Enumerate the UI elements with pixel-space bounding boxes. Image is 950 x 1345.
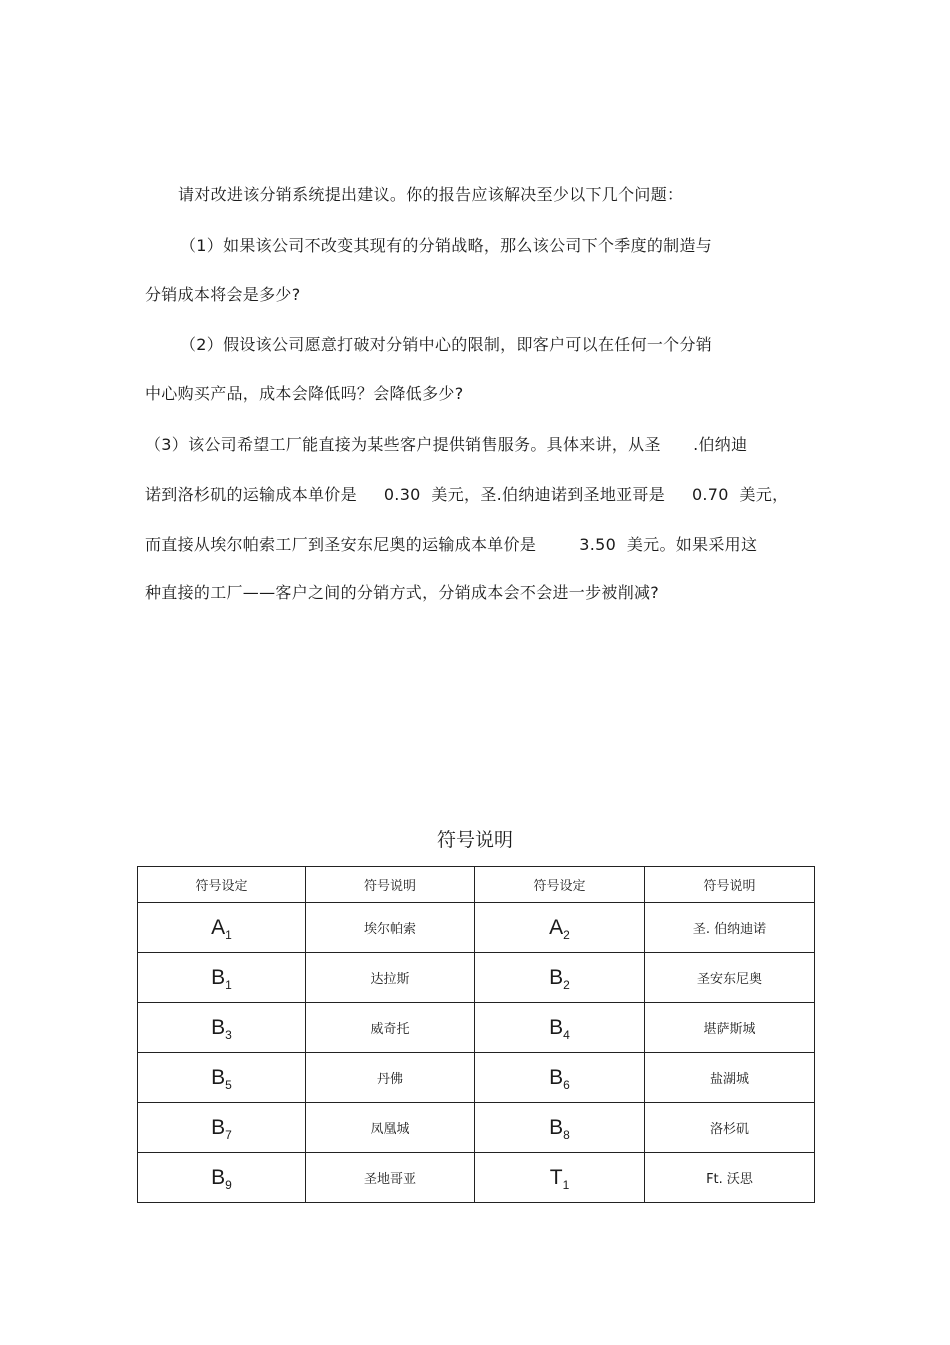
description-cell: 凤凰城	[306, 1103, 475, 1153]
symbol-cell	[138, 1103, 306, 1153]
description-cell: 威奇托	[306, 1003, 475, 1053]
table-row	[138, 1003, 815, 1053]
question-1-line-1: （1）如果该公司不改变其现有的分销战略，那么该公司下个季度的制造与	[180, 236, 713, 255]
symbol-subscript: 1	[562, 1177, 570, 1192]
symbol-letter: A	[549, 915, 564, 939]
symbol-subscript: 8	[563, 1127, 570, 1142]
symbol-cell	[138, 1003, 306, 1053]
table-row	[138, 903, 815, 953]
description-cell: 达拉斯	[306, 953, 475, 1003]
symbol-cell	[138, 953, 306, 1003]
symbol-letter: B	[549, 1115, 564, 1139]
question-3-line-4: 种直接的工厂——客户之间的分销方式，分销成本会不会进一步被削减?	[145, 583, 660, 602]
symbol-letter: A	[211, 915, 226, 939]
symbol-subscript: 9	[225, 1177, 232, 1192]
symbol-subscript: 2	[563, 927, 570, 942]
symbol-letter: B	[549, 1065, 564, 1089]
table-row	[138, 1053, 815, 1103]
symbol-cell	[475, 1053, 645, 1103]
symbol-subscript: 5	[225, 1077, 232, 1092]
symbol-subscript: 3	[225, 1027, 232, 1042]
symbol-cell	[475, 903, 645, 953]
symbol-subscript: 1	[225, 977, 232, 992]
symbol-cell	[475, 1153, 645, 1203]
description-cell: 洛杉矶	[645, 1103, 815, 1153]
question-3-line-2: 诺到洛杉矶的运输成本单价是 0.30 美元，圣.伯纳迪诺到圣地亚哥是 0.70 美元，	[145, 485, 789, 504]
symbol-letter: B	[211, 1115, 226, 1139]
symbol-subscript: 7	[225, 1127, 232, 1142]
header-cell: 符号设定	[138, 867, 306, 903]
symbol-subscript: 6	[563, 1077, 570, 1092]
description-cell: 丹佛	[306, 1053, 475, 1103]
symbol-cell	[138, 1053, 306, 1103]
symbol-cell	[138, 903, 306, 953]
symbol-letter: B	[211, 965, 226, 989]
symbol-letter: B	[211, 1165, 226, 1189]
symbol-cell	[475, 1003, 645, 1053]
question-1-line-2: 分销成本将会是多少?	[145, 285, 301, 304]
question-3-line-1: （3）该公司希望工厂能直接为某些客户提供销售服务。具体来讲，从圣 .伯纳迪	[145, 435, 748, 454]
symbol-subscript: 4	[563, 1027, 570, 1042]
symbol-letter: T	[549, 1165, 563, 1189]
symbol-cell	[475, 953, 645, 1003]
description-cell: 圣安东尼奥	[645, 953, 815, 1003]
symbol-letter: B	[549, 1015, 564, 1039]
description-cell: 盐湖城	[645, 1053, 815, 1103]
description-cell: 堪萨斯城	[645, 1003, 815, 1053]
symbol-table	[137, 866, 815, 1203]
header-cell: 符号说明	[306, 867, 475, 903]
table-row	[138, 953, 815, 1003]
intro-text: 请对改进该分销系统提出建议。你的报告应该解决至少以下几个问题：	[178, 185, 684, 204]
question-3-line-3: 而直接从埃尔帕索工厂到圣安东尼奥的运输成本单价是 3.50 美元。如果采用这	[145, 535, 758, 554]
description-cell: 圣地哥亚	[306, 1153, 475, 1203]
question-2-line-1: （2）假设该公司愿意打破对分销中心的限制，即客户可以在任何一个分销	[180, 335, 713, 354]
header-cell: 符号说明	[645, 867, 815, 903]
table-title: 符号说明	[436, 829, 513, 851]
symbol-subscript: 2	[563, 977, 570, 992]
symbol-cell	[138, 1153, 306, 1203]
symbol-letter: B	[211, 1065, 226, 1089]
table-row	[138, 1153, 815, 1203]
table-header-row	[138, 867, 815, 903]
symbol-letter: B	[549, 965, 564, 989]
description-cell: 埃尔帕索	[306, 903, 475, 953]
description-cell: Ft. 沃思	[645, 1153, 815, 1203]
header-cell: 符号设定	[475, 867, 645, 903]
question-2-line-2: 中心购买产品，成本会降低吗？会降低多少?	[145, 384, 464, 403]
symbol-letter: B	[211, 1015, 226, 1039]
symbol-subscript: 1	[225, 927, 232, 942]
symbol-cell	[475, 1103, 645, 1153]
description-cell: 圣. 伯纳迪诺	[645, 903, 815, 953]
table-row	[138, 1103, 815, 1153]
